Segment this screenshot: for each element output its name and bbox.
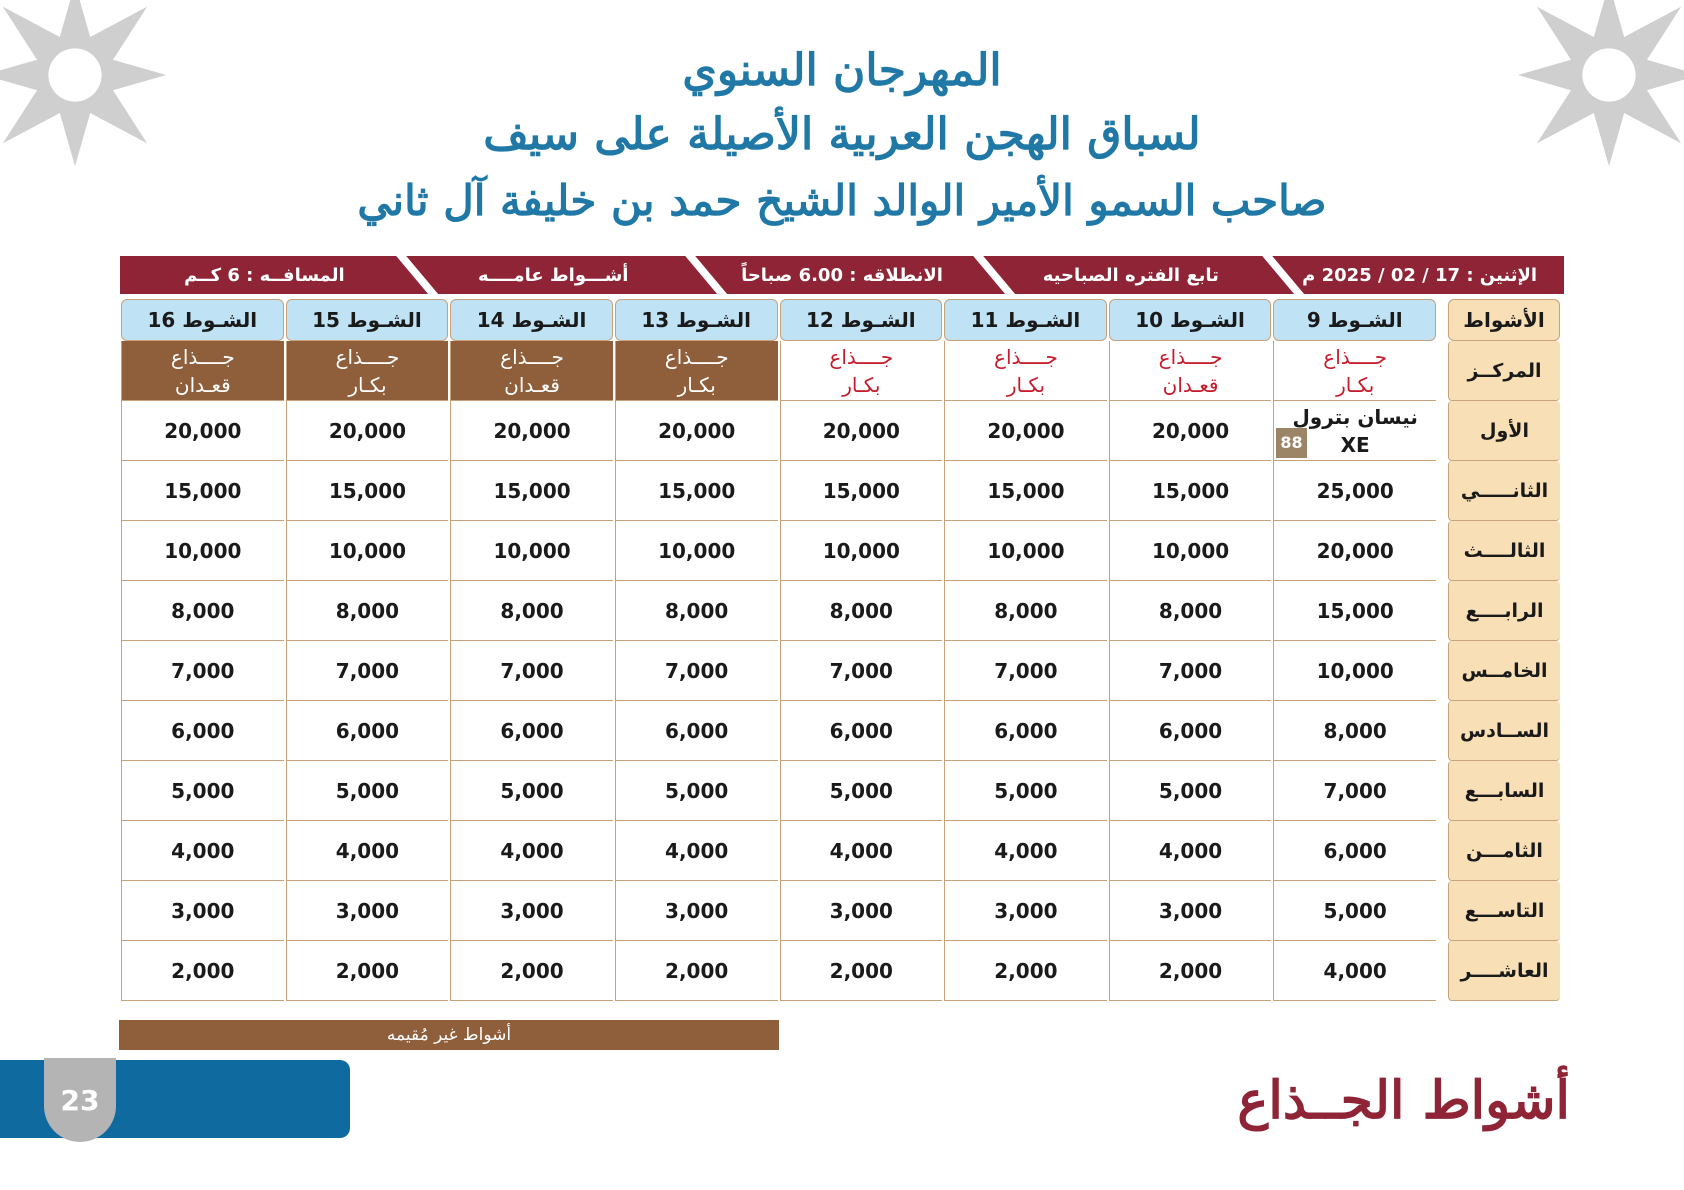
- prize-value: 3,000: [780, 881, 943, 941]
- prize-value: 10,000: [1109, 521, 1272, 581]
- race-distance: المسافــه : 6 كــم: [120, 256, 409, 294]
- category-cell: جــــذاع بكـار: [286, 341, 449, 401]
- prize-value: 20,000: [1109, 401, 1272, 461]
- prize-value: 4,000: [121, 821, 284, 881]
- prize-value: 15,000: [286, 461, 449, 521]
- prize-value: 2,000: [1109, 941, 1272, 1001]
- prize-value: 2,000: [121, 941, 284, 1001]
- section-title: أشواط الجــذاع: [1237, 1070, 1570, 1131]
- prize-value: 20,000: [780, 401, 943, 461]
- category-cell: جــــذاع قعـدان: [450, 341, 613, 401]
- race-type: أشـــواط عامــــه: [409, 256, 698, 294]
- prize-value: 8,000: [450, 581, 613, 641]
- info-bar: [120, 256, 1564, 294]
- prize-value: 15,000: [1273, 581, 1436, 641]
- title-line-1: المهرجان السنوي: [682, 45, 1002, 96]
- position-label: التاســـع: [1448, 881, 1560, 941]
- rounds-header-row: [121, 299, 1560, 341]
- race-period: تابع الفتره الصباحيه: [986, 256, 1275, 294]
- prize-value: 20,000: [615, 401, 778, 461]
- position-label: الثالــــث: [1448, 521, 1560, 581]
- prize-value: 7,000: [121, 641, 284, 701]
- category-cell: جــــذاع قعـدان: [121, 341, 284, 401]
- corner-label: الأشواط: [1448, 299, 1560, 341]
- prize-value: 10,000: [944, 521, 1107, 581]
- category-cell: جــــذاع بكـار: [944, 341, 1107, 401]
- prize-value: 20,000: [944, 401, 1107, 461]
- position-label: الثانـــــي: [1448, 461, 1560, 521]
- prize-value: 7,000: [944, 641, 1107, 701]
- prize-value: 15,000: [1109, 461, 1272, 521]
- race-start: الانطلاقه : 6.00 صباحاً: [698, 256, 987, 294]
- prize-row-6: [121, 701, 1560, 761]
- prize-value: 10,000: [615, 521, 778, 581]
- prize-value: 5,000: [944, 761, 1107, 821]
- prize-value: 3,000: [450, 881, 613, 941]
- prize-row-8: [121, 821, 1560, 881]
- category-cell: جــــذاع بكـار: [780, 341, 943, 401]
- prize-value: 8,000: [1273, 701, 1436, 761]
- prize-value: 10,000: [1273, 641, 1436, 701]
- prize-value: 2,000: [286, 941, 449, 1001]
- category-cell: جــــذاع قعـدان: [1109, 341, 1272, 401]
- prize-value: 10,000: [780, 521, 943, 581]
- prize-value: 5,000: [286, 761, 449, 821]
- prize-value: 15,000: [780, 461, 943, 521]
- prize-value: 3,000: [615, 881, 778, 941]
- non-resident-note: أشواط غير مُقيمه: [119, 1020, 779, 1050]
- prize-table: [119, 299, 1562, 1001]
- prize-value: 3,000: [1109, 881, 1272, 941]
- prize-row-7: [121, 761, 1560, 821]
- prize-value: 3,000: [944, 881, 1107, 941]
- race-date: الإثنين : 17 / 02 / 2025 م: [1302, 264, 1538, 286]
- position-label: الســادس: [1448, 701, 1560, 761]
- category-row: [121, 341, 1560, 401]
- position-label: الخامــس: [1448, 641, 1560, 701]
- prize-value: 2,000: [615, 941, 778, 1001]
- title-line-2: لسباق الهجن العربية الأصيلة على سيف: [483, 109, 1201, 160]
- position-label: السابـــع: [1448, 761, 1560, 821]
- round-header: الشـوط 11: [944, 299, 1107, 341]
- prize-value: 4,000: [1273, 941, 1436, 1001]
- prize-value: 6,000: [286, 701, 449, 761]
- prize-value: 10,000: [121, 521, 284, 581]
- round-header: الشـوط 9: [1273, 299, 1436, 341]
- prize-value: 10,000: [450, 521, 613, 581]
- prize-value: 5,000: [1109, 761, 1272, 821]
- round-header: الشـوط 12: [780, 299, 943, 341]
- prize-value: 6,000: [1273, 821, 1436, 881]
- prize-value: 8,000: [944, 581, 1107, 641]
- prize-value: 25,000: [1273, 461, 1436, 521]
- prize-value: 8,000: [780, 581, 943, 641]
- prize-value: 20,000: [121, 401, 284, 461]
- prize-value: 8,000: [286, 581, 449, 641]
- prize-row-5: [121, 641, 1560, 701]
- prize-value: 4,000: [450, 821, 613, 881]
- prize-value: 7,000: [1273, 761, 1436, 821]
- prize-value: 4,000: [615, 821, 778, 881]
- car-prize-cell: [1273, 401, 1436, 461]
- prize-value: 15,000: [450, 461, 613, 521]
- prize-value: 20,000: [286, 401, 449, 461]
- prize-value: 8,000: [615, 581, 778, 641]
- prize-value: 2,000: [780, 941, 943, 1001]
- prize-value: 6,000: [780, 701, 943, 761]
- prize-value: 4,000: [1109, 821, 1272, 881]
- prize-value: 4,000: [780, 821, 943, 881]
- prize-value: 7,000: [286, 641, 449, 701]
- prize-value: 3,000: [121, 881, 284, 941]
- prize-value: 6,000: [944, 701, 1107, 761]
- position-label: الرابــــع: [1448, 581, 1560, 641]
- round-header: الشـوط 14: [450, 299, 613, 341]
- prize-value: 6,000: [615, 701, 778, 761]
- prize-value: 4,000: [944, 821, 1107, 881]
- prize-value: 15,000: [944, 461, 1107, 521]
- prize-row-3: [121, 521, 1560, 581]
- prize-value: 5,000: [1273, 881, 1436, 941]
- prize-value: 5,000: [615, 761, 778, 821]
- prize-value: 7,000: [1109, 641, 1272, 701]
- prize-row-4: [121, 581, 1560, 641]
- prize-row-2: [121, 461, 1560, 521]
- prize-value: 4,000: [286, 821, 449, 881]
- prize-value: 7,000: [780, 641, 943, 701]
- category-cell: جــــذاع بكـار: [615, 341, 778, 401]
- car-prize-model: XE: [1340, 432, 1370, 457]
- prize-value: 7,000: [615, 641, 778, 701]
- prize-value: 7,000: [450, 641, 613, 701]
- prize-value: 8,000: [121, 581, 284, 641]
- prize-value: 6,000: [121, 701, 284, 761]
- page-number: 23: [44, 1058, 116, 1142]
- position-label: الثامـــن: [1448, 821, 1560, 881]
- position-label: العاشــــر: [1448, 941, 1560, 1001]
- car-number-badge: 88: [1276, 428, 1306, 458]
- round-header: الشـوط 13: [615, 299, 778, 341]
- prize-value: 10,000: [286, 521, 449, 581]
- car-prize-name: نيسان بترول: [1292, 404, 1418, 429]
- position-label: الأول: [1448, 401, 1560, 461]
- prize-value: 6,000: [450, 701, 613, 761]
- prize-value: 3,000: [286, 881, 449, 941]
- round-header: الشـوط 16: [121, 299, 284, 341]
- prize-value: 5,000: [121, 761, 284, 821]
- prize-value: 8,000: [1109, 581, 1272, 641]
- category-cell: جــــذاع بكـار: [1273, 341, 1436, 401]
- prize-value: 15,000: [615, 461, 778, 521]
- round-header: الشـوط 10: [1109, 299, 1272, 341]
- prize-value: 6,000: [1109, 701, 1272, 761]
- prize-value: 2,000: [944, 941, 1107, 1001]
- title-line-3: صاحب السمو الأمير الوالد الشيخ حمد بن خليفة آل ثاني: [357, 176, 1327, 225]
- prize-value: 15,000: [121, 461, 284, 521]
- prize-value: 2,000: [450, 941, 613, 1001]
- prize-value: 5,000: [450, 761, 613, 821]
- round-header: الشـوط 15: [286, 299, 449, 341]
- prize-value: 5,000: [780, 761, 943, 821]
- prize-row-9: [121, 881, 1560, 941]
- prize-row-1: [121, 401, 1560, 461]
- center-label: المركــز: [1448, 341, 1560, 401]
- prize-value: 20,000: [450, 401, 613, 461]
- prize-row-10: [121, 941, 1560, 1001]
- festival-title: [0, 40, 1684, 234]
- prize-value: 20,000: [1273, 521, 1436, 581]
